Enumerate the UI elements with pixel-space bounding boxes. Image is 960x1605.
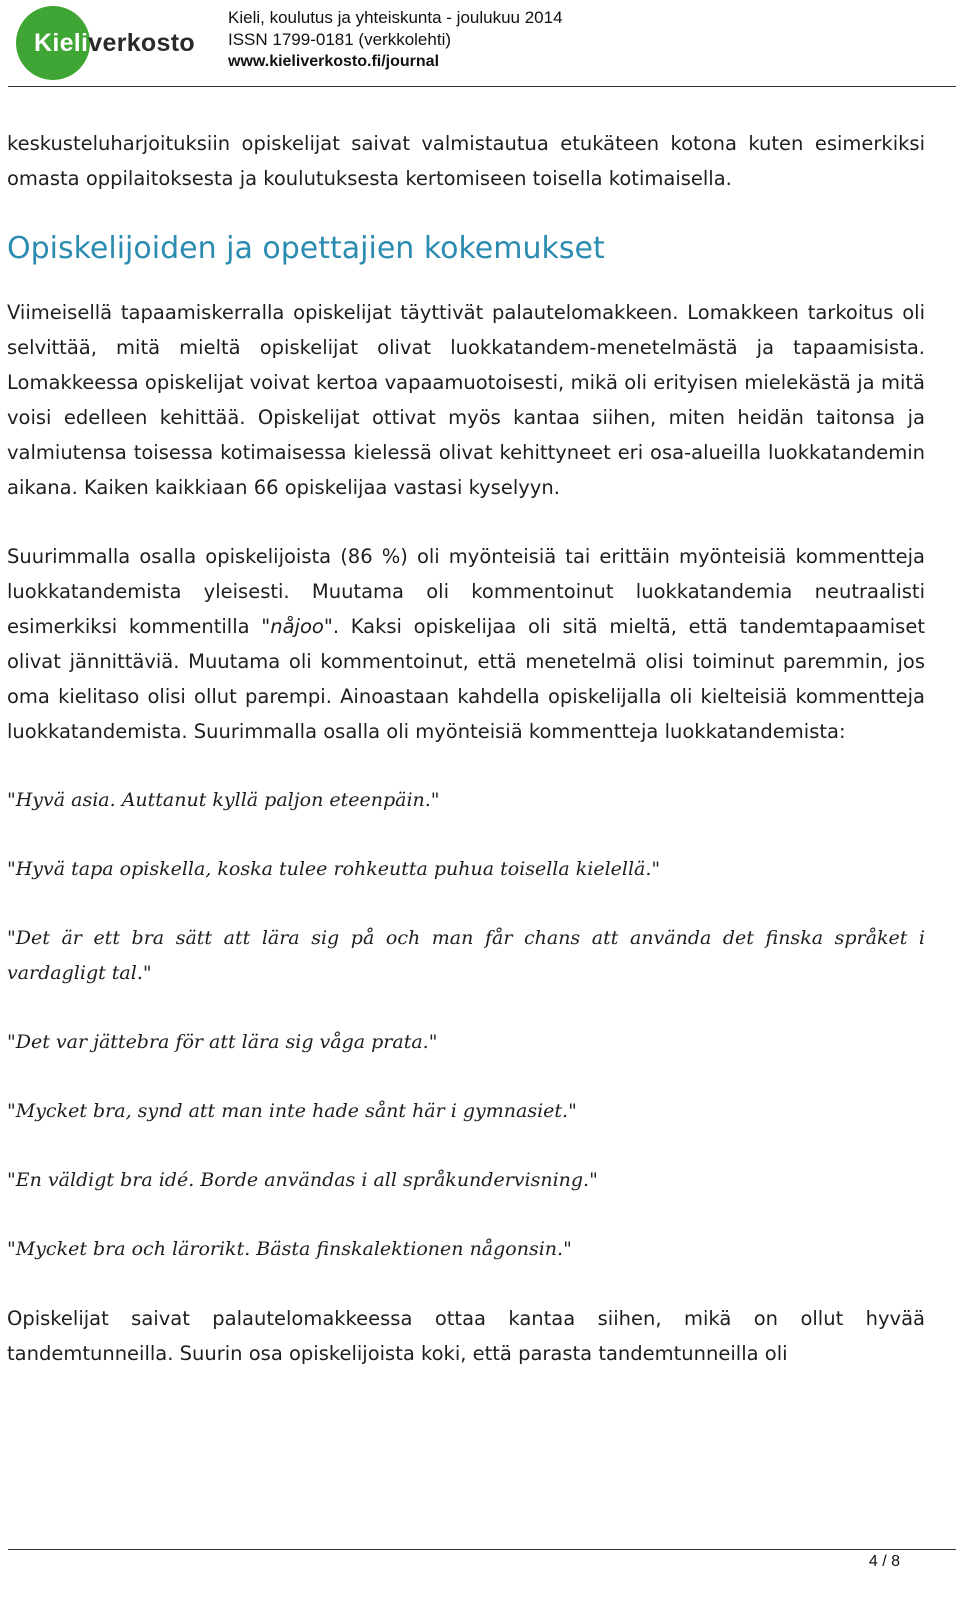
paragraph-feedback: Viimeisellä tapaamiskerralla opiskelijat täyttivät palautelomakkeen. Lomakkeen tarkoitus oli selvittää, mitä mieltä opiskelijat olivat luokkatandem-menetelmästä ja tapaamisista. Lomakkeessa opiskelijat voivat kertoa vapaamuotoisesti, mikä oli erityisen mielekästä ja mitä voisi edelleen kehittää. Opiskelijat ottivat myös kantaa siihen, miten heidän taitonsa ja valmiutensa toisessa kotimaisessa kielessä olivat kehittyneet eri osa-alueilla luokkatandemin aikana. Kaiken kaikkiaan 66 opiskelijaa vastasi kyselyyn. [7, 301, 925, 499]
logo-text-part1: Kieli [34, 29, 89, 57]
paragraph-best-parts: Opiskelijat saivat palautelomakkeessa ottaa kantaa siihen, mikä on ollut hyvää tandemtunneilla. Suurin osa opiskelijoista koki, että parasta tandemtunneilla oli [7, 1307, 925, 1365]
quote-item: "Det var jättebra för att lära sig våga prata." [7, 1031, 438, 1053]
quote-item: "Det är ett bra sätt att lära sig på och man får chans att använda det finska språket i vardagligt tal." [7, 927, 925, 984]
journal-title: Kieli, koulutus ja yhteiskunta - joulukuu 2014 [228, 8, 563, 27]
quote-item: "Hyvä asia. Auttanut kyllä paljon eteenpäin." [7, 789, 440, 811]
page-number: 4 / 8 [868, 1553, 900, 1570]
quote-item: "En väldigt bra idé. Borde användas i all språkundervisning." [7, 1169, 598, 1191]
quote-item: "Hyvä tapa opiskella, koska tulee rohkeutta puhua toisella kielellä." [7, 858, 661, 880]
quote-item: "Mycket bra, synd att man inte hade sånt här i gymnasiet." [7, 1100, 577, 1122]
journal-issn: ISSN 1799-0181 (verkkolehti) [228, 30, 452, 49]
page-header [0, 0, 960, 88]
paragraph-comments [7, 539, 925, 749]
journal-info [228, 7, 563, 73]
kieliverkosto-logo [34, 28, 195, 58]
journal-url: www.kieliverkosto.fi/journal [228, 53, 440, 70]
header-divider [8, 86, 956, 87]
paragraph-comments-example: "nåjoo" [261, 615, 333, 638]
paragraph-comments-text-2: . Kaksi opiskelijaa oli sitä mieltä, että tandemtapaamiset olivat jännittäviä. Muutama oli kommentoinut, että menetelmä olisi toiminut paremmin, jos oma kielitaso olisi ollut parempi. Ainoastaan kahdella opiskelijalla oli kielteisiä kommentteja luokkatandemista. Suurimmalla osalla oli myönteisiä kommentteja luokkatandemista: [7, 615, 925, 743]
intro-paragraph: keskusteluharjoituksiin opiskelijat saivat valmistautua etukäteen kotona kuten esimerkiksi omasta oppilaitoksesta ja koulutuksesta kertomiseen toisella kotimaisella. [7, 132, 925, 190]
footer-divider [8, 1549, 956, 1550]
article-body [7, 126, 925, 1405]
paragraph-comments-text-1: Suurimmalla osalla opiskelijoista (86 %) oli myönteisiä tai erittäin myönteisiä kommentteja luokkatandemista yleisesti. Muutama oli kommentoinut luokkatandemia neutraalisti esimerkiksi kommentilla [7, 545, 925, 638]
section-heading: Opiskelijoiden ja opettajien kokemukset [7, 231, 605, 266]
logo-text-part2: verkosto [88, 29, 195, 57]
quote-item: "Mycket bra och lärorikt. Bästa finskalektionen någonsin." [7, 1238, 572, 1260]
